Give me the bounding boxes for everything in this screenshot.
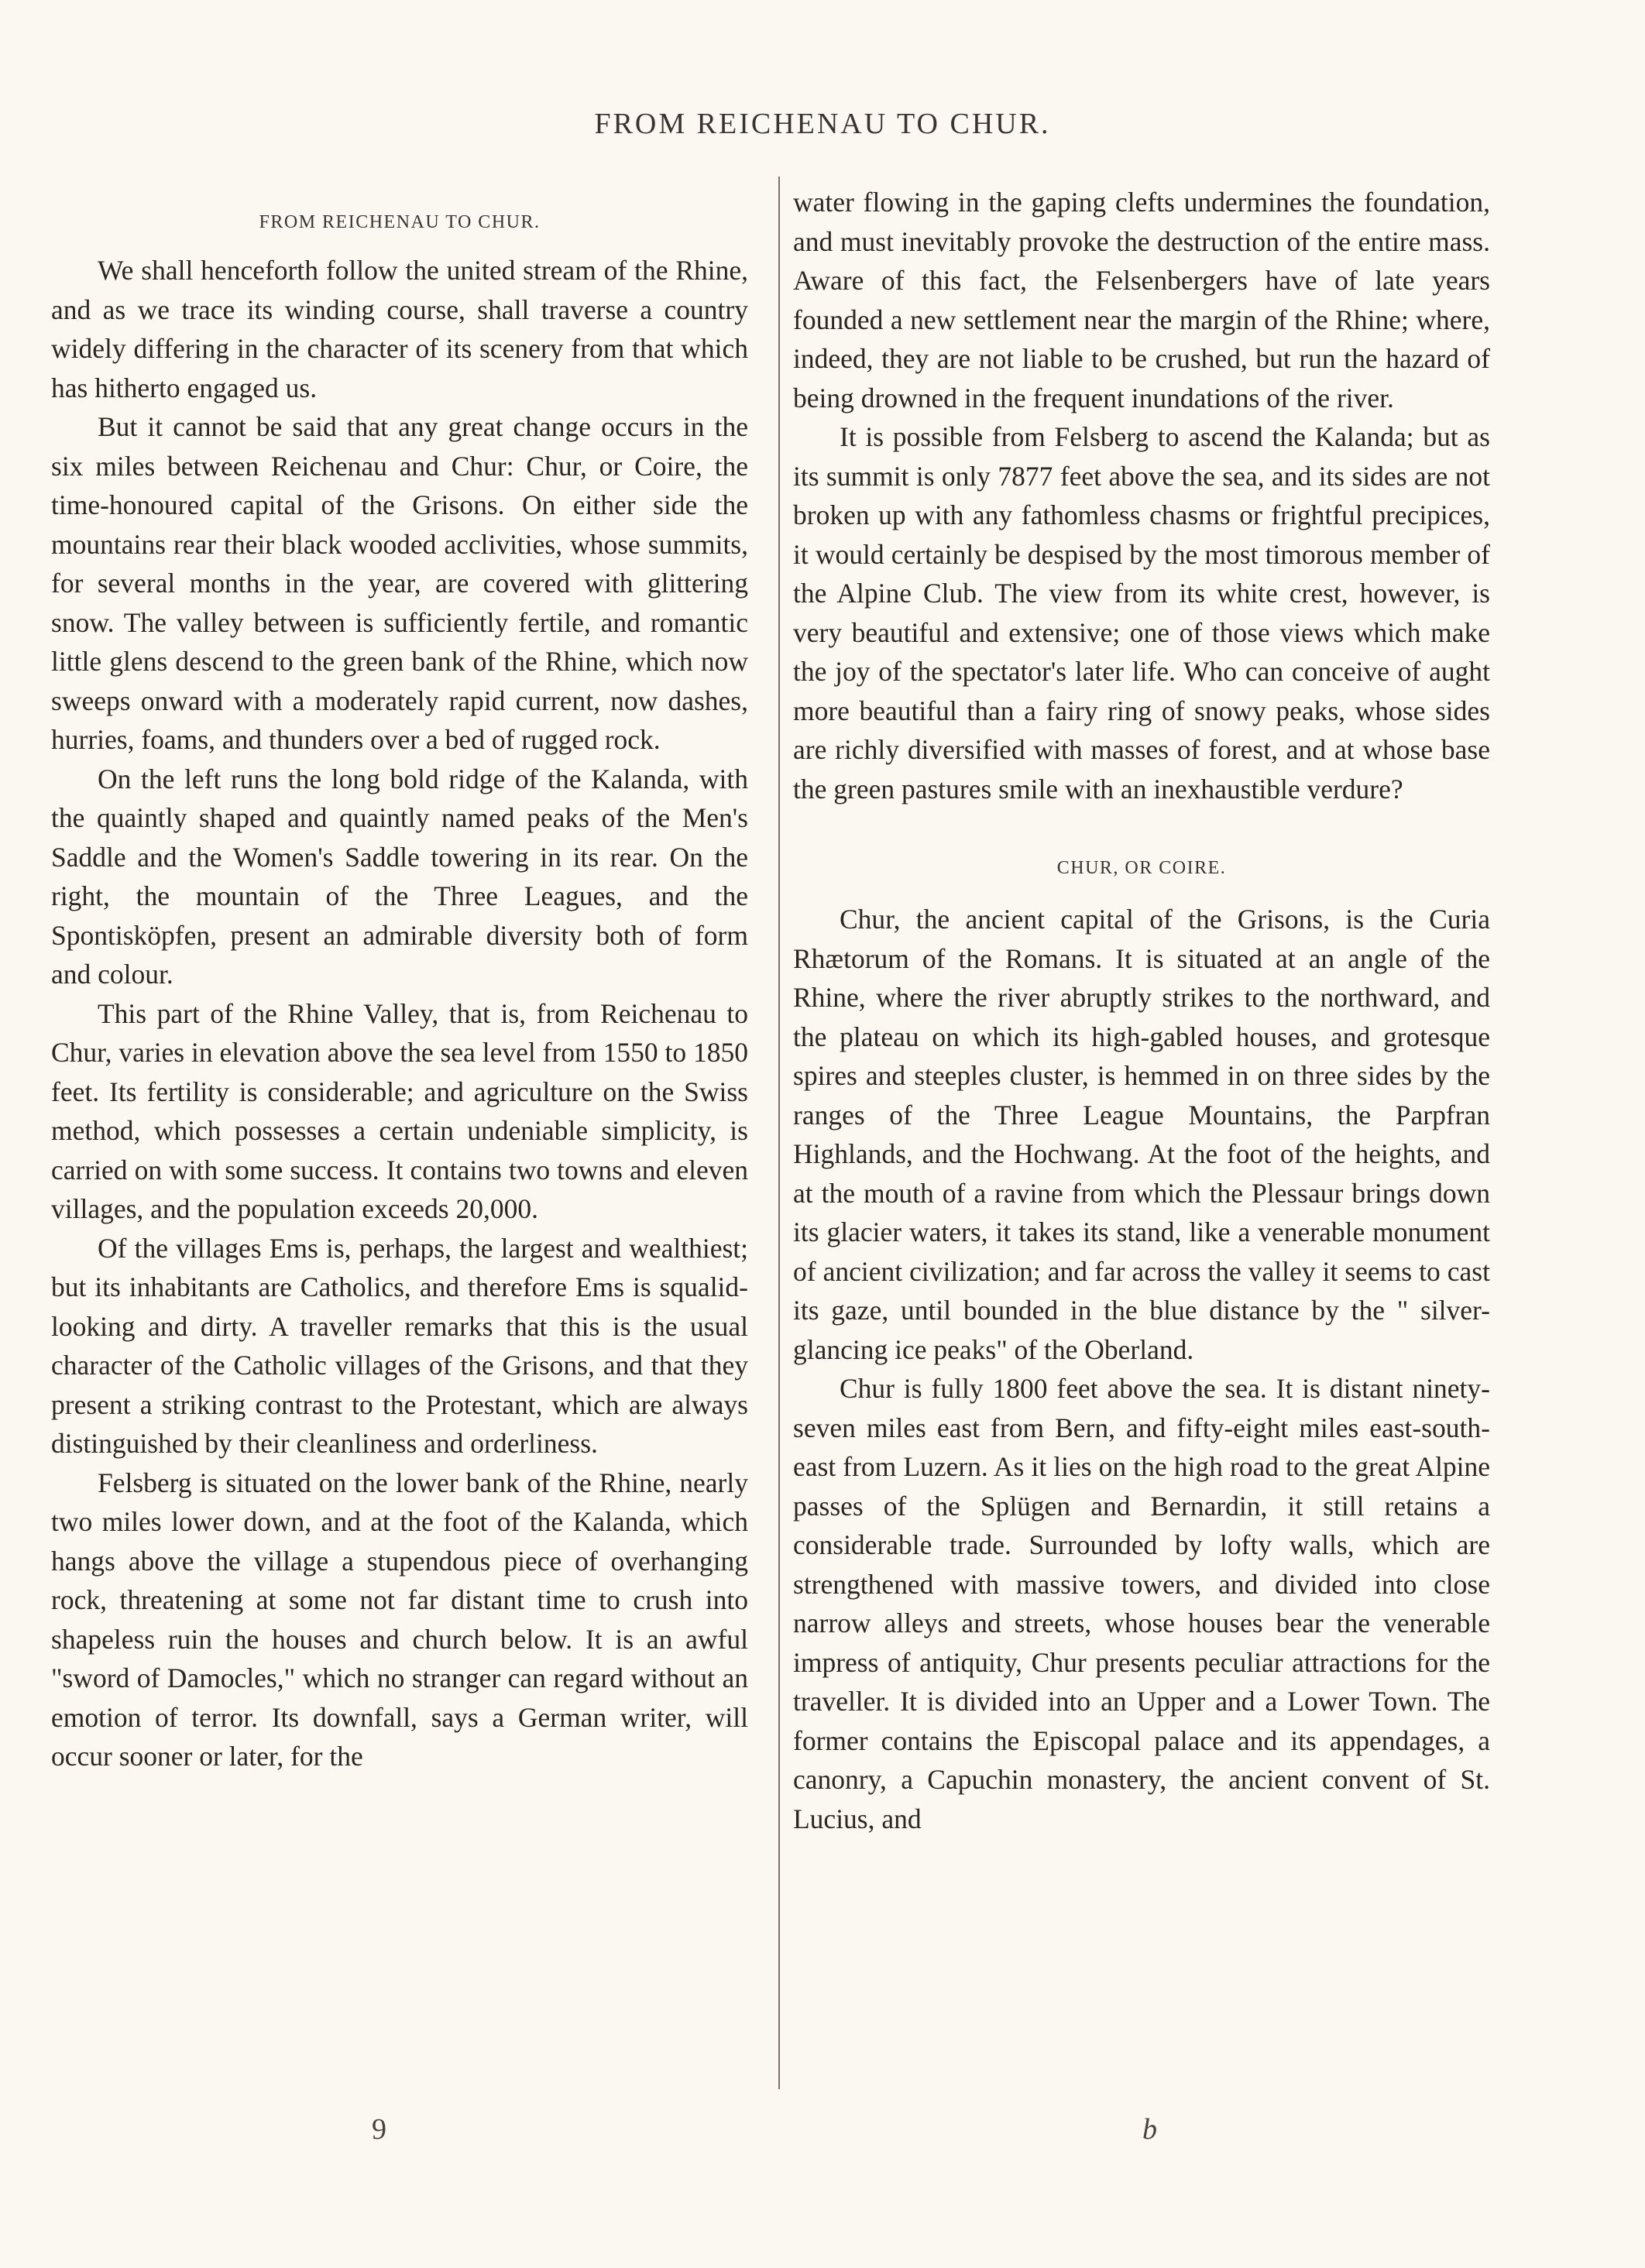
left-column [51, 173, 748, 1776]
page-number: 9 [372, 2113, 386, 2146]
paragraph: water flowing in the gaping clefts undermines the foundation, and must inevitably provoke the destruction of the entire mass. Aware of this fact, the Felsenbergers have of late years founded a new settlement near the margin of the Rhine; where, indeed, they are not liable to be crushed, but run the hazard of being drowned in the frequent inundations of the river. [793, 187, 1490, 413]
paragraph: Chur, the ancient capital of the Grisons, is the Curia Rhætorum of the Romans. It is situated at an angle of the Rhine, where the river abruptly strikes to the northward, and the plateau on which its high-gabled houses, and grotesque spires and steeples cluster, is hemmed in on three sides by the ranges of the Three League Mountains, the Parpfran Highlands, and the Hochwang. At the foot of the heights, and at the mouth of a ravine from which the Plessaur brings down its glacier waters, it takes its stand, like a venerable monument of ancient civilization; and far across the valley it seems to cast its gaze, until bounded in the blue distance by the " silver-glancing ice peaks" of the Oberland. [793, 904, 1490, 1365]
paragraph: We shall henceforth follow the united stream of the Rhine, and as we trace its winding course, shall traverse a country widely differing in the character of its scenery from that which has hitherto engaged us. [51, 255, 748, 403]
paragraph: Chur is fully 1800 feet above the sea. It is distant ninety-seven miles east from Bern, and fifty-eight miles east-south-east from Luzern. As it lies on the high road to the great Alpine passes of the Splügen and Bernardin, it still retains a considerable trade. Surrounded by lofty walls, which are strengthened with massive towers, and divided into close narrow alleys and streets, whose houses bear the venerable impress of antiquity, Chur presents peculiar attractions for the traveller. It is divided into an Upper and a Lower Town. The former contains the Episcopal palace and its appendages, a canonry, a Capuchin monastery, the ancient convent of St. Lucius, and [793, 1373, 1490, 1834]
section-heading-reichenau: FROM REICHENAU TO CHUR. [259, 212, 541, 232]
paragraph: Felsberg is situated on the lower bank of the Rhine, nearly two miles lower down, and at the foot of the Kalanda, which hangs above the village a stupendous piece of overhanging rock, threatening at some not far distant time to crush into shapeless ruin the houses and church below. It is an awful "sword of Damocles," which no stranger can regard without an emotion of terror. Its downfall, says a German writer, will occur sooner or later, for the [51, 1467, 748, 1772]
right-column [793, 183, 1490, 1838]
paragraph: On the left runs the long bold ridge of the Kalanda, with the quaintly shaped and quaintly named peaks of the Men's Saddle and the Women's Saddle towering in its rear. On the right, the mountain of the Three Leagues, and the Spontisköpfen, present an admirable diversity both of form and colour. [51, 763, 748, 990]
paragraph: But it cannot be said that any great change occurs in the six miles between Reichenau and Chur: Chur, or Coire, the time-honoured capital of the Grisons. On either side the mountains rear their black wooded acclivities, whose summits, for several months in the year, are covered with glittering snow. The valley between is sufficiently fertile, and romantic little glens descend to the green bank of the Rhine, which now sweeps onward with a moderately rapid current, now dashes, hurries, foams, and thunders over a bed of rugged rock. [51, 411, 748, 755]
paragraph: It is possible from Felsberg to ascend the Kalanda; but as its summit is only 7877 feet above the sea, and its sides are not broken up with any fathomless chasms or frightful precipices, it would certainly be despised by the most timorous member of the Alpine Club. The view from its white crest, however, is very beautiful and extensive; one of those views which make the joy of the spectator's later life. Who can conceive of aught more beautiful than a fairy ring of snowy peaks, whose sides are richly diversified with masses of forest, and at whose base the green pastures smile with an inexhaustible verdure? [793, 421, 1490, 805]
paragraph: This part of the Rhine Valley, that is, from Reichenau to Chur, varies in elevation above the sea level from 1550 to 1850 feet. Its fertility is considerable; and agriculture on the Swiss method, which possesses a certain undeniable simplicity, is carried on with some success. It contains two towns and eleven villages, and the population exceeds 20,000. [51, 997, 748, 1224]
running-head: FROM REICHENAU TO CHUR. [594, 108, 1051, 140]
section-heading-chur: CHUR, OR COIRE. [1056, 858, 1227, 878]
signature-mark: b [1142, 2113, 1157, 2146]
column-divider [778, 177, 780, 2089]
paragraph: Of the villages Ems is, perhaps, the largest and wealthiest; but its inhabitants are Catholics, and therefore Ems is squalid-looking and dirty. A traveller remarks that this is the usual character of the Catholic villages of the Grisons, and that they present a striking contrast to the Protestant, which are always distinguished by their cleanliness and orderliness. [51, 1232, 748, 1459]
